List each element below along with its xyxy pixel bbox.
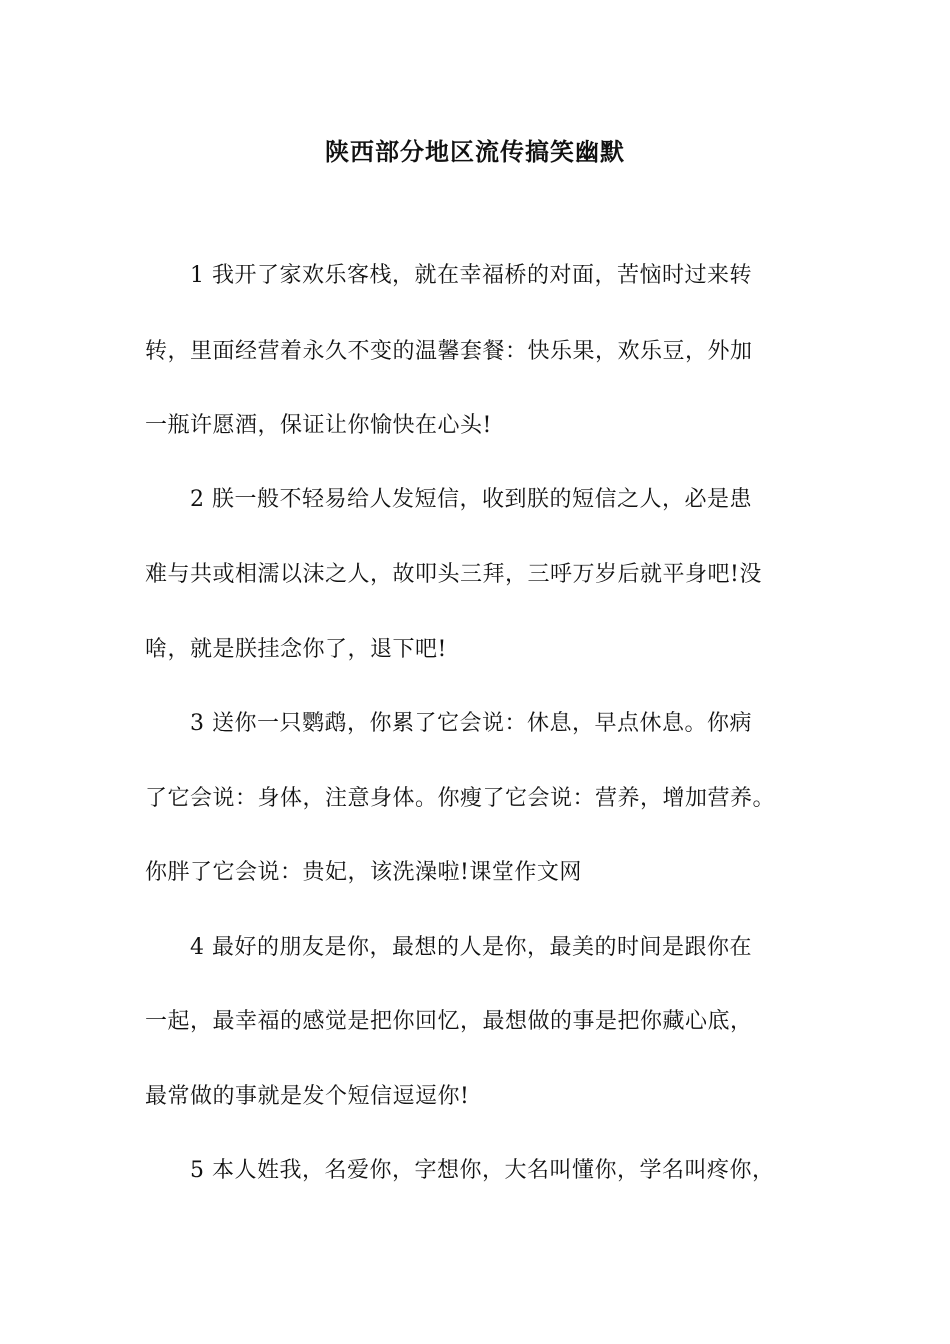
paragraph-line: 啥，就是朕挂念你了，退下吧! — [145, 637, 447, 662]
paragraph-line: 5 本人姓我，名爱你，字想你，大名叫懂你，学名叫疼你， — [190, 1158, 775, 1183]
paragraph-line: 你胖了它会说：贵妃，该洗澡啦!课堂作文网 — [145, 860, 582, 885]
paragraph-line: 2 朕一般不轻易给人发短信，收到朕的短信之人，必是患 — [190, 487, 752, 512]
paragraph-line: 一瓶许愿酒，保证让你愉快在心头! — [145, 413, 492, 438]
paragraph-line: 1 我开了家欢乐客栈，就在幸福桥的对面，苦恼时过来转 — [190, 263, 752, 288]
paragraph-line: 难与共或相濡以沫之人，故叩头三拜，三呼万岁后就平身吧!没 — [145, 562, 762, 587]
paragraph-line: 4 最好的朋友是你，最想的人是你，最美的时间是跟你在 — [190, 935, 752, 960]
paragraph-line: 最常做的事就是发个短信逗逗你! — [145, 1084, 470, 1109]
paragraph-line: 了它会说：身体，注意身体。你瘦了它会说：营养，增加营养。 — [145, 786, 776, 811]
paragraph-line: 转，里面经营着永久不变的温馨套餐：快乐果，欢乐豆，外加 — [145, 339, 753, 364]
paragraph-line: 3 送你一只鹦鹉，你累了它会说：休息，早点休息。你病 — [190, 711, 752, 736]
paragraph-line: 一起，最幸福的感觉是把你回忆，最想做的事是把你藏心底， — [145, 1009, 753, 1034]
page-title: 陕西部分地区流传搞笑幽默 — [325, 137, 625, 166]
